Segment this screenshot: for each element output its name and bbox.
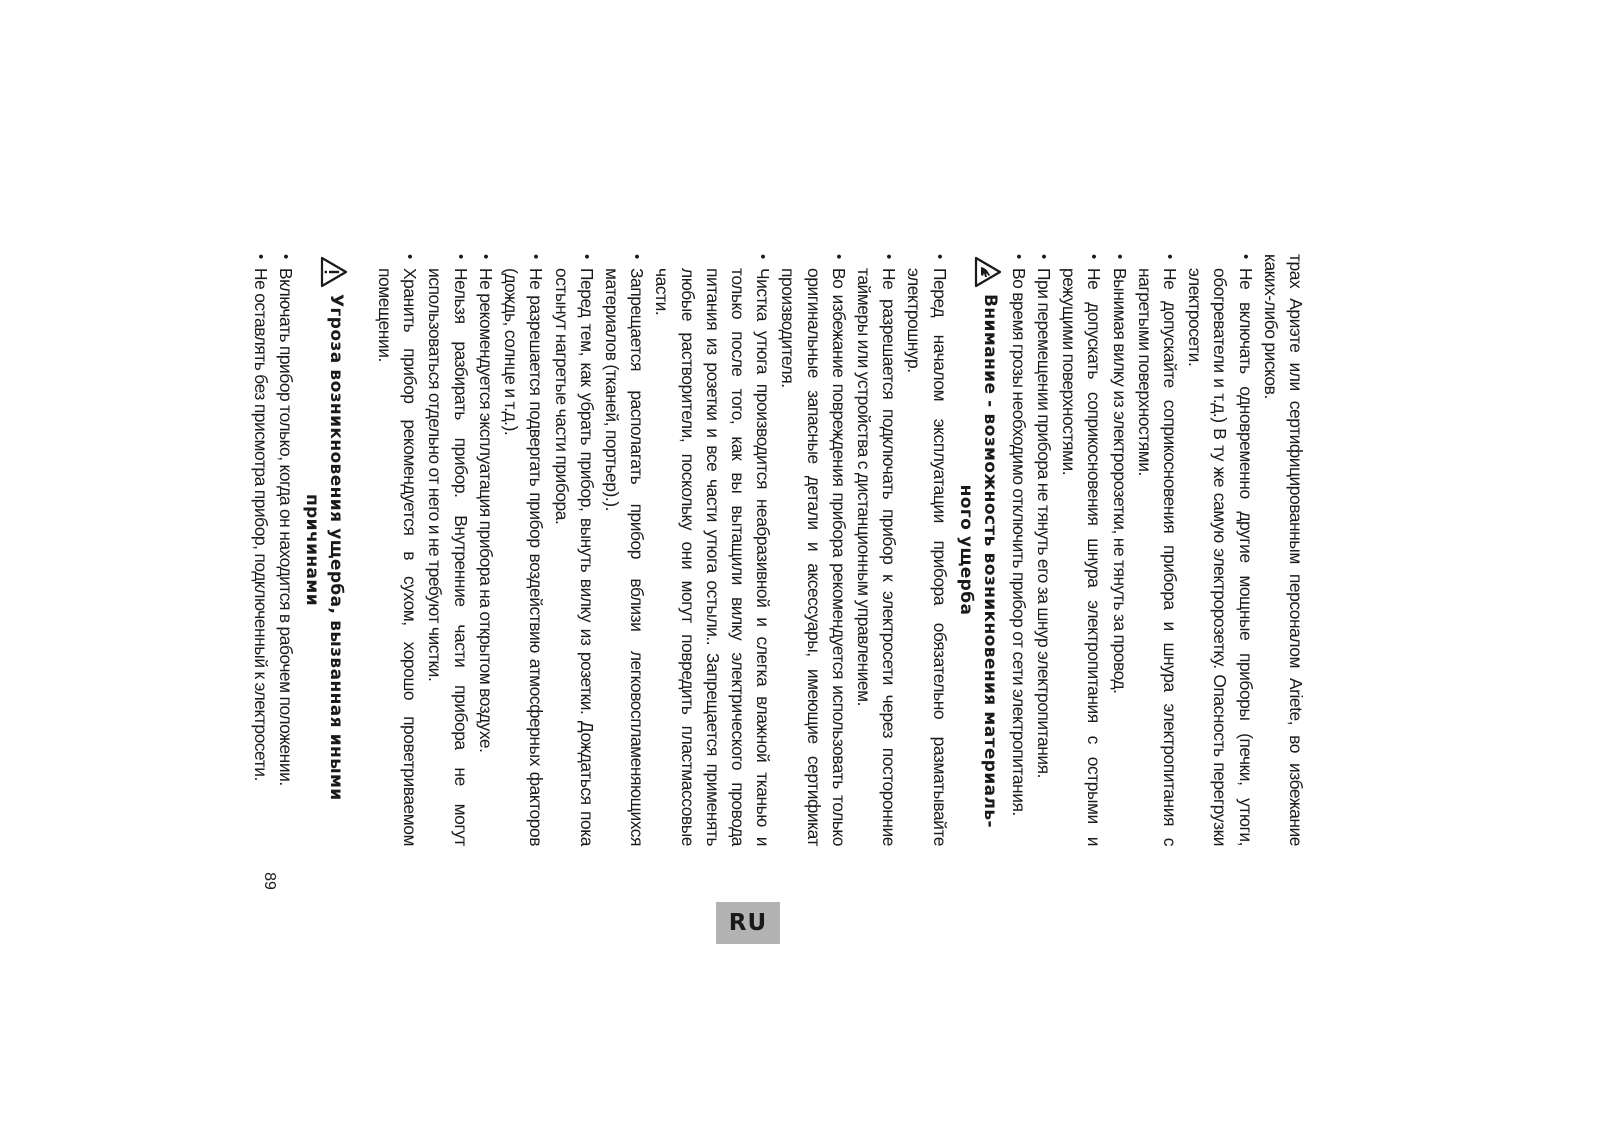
section-spacer: [352, 254, 372, 846]
list-item: • Перед началом эксплуатации прибора обязательно разматывайте электрошнур.: [901, 254, 951, 846]
list-item: • Не рекомендуется эксплуатация прибора на открытом воздухе.: [473, 254, 498, 846]
list-item: • Запрещается располагать прибор вблизи легковоспламеняющихся материалов (тканей, портьер).).: [599, 254, 649, 846]
warning-hand-icon: [974, 256, 1002, 288]
section-heading-other-damage: [300, 254, 348, 846]
heading-line-2: ного ущерба: [955, 484, 976, 616]
list-item: • Во избежание повреждения прибора рекомендуется использовать только оригинальные запасные детали и аксессуары, имеющие сертификат производителя.: [775, 254, 851, 846]
page-number: 89: [261, 872, 278, 890]
language-badge: RU: [716, 902, 780, 944]
page-sheet: [250, 254, 1308, 846]
list-item: • Не разрешается подвергать прибор воздействию атмосферных факторов (дождь, солнце и т.д.).: [498, 254, 548, 846]
list-item: • Не включать одновременно другие мощные приборы (печки, утюги, обогреватели и т.д.) В ту же самую электророзетку. Опасность перегрузки электросети.: [1182, 254, 1258, 846]
heading-line-1: Внимание - возможность возникновения материаль-: [979, 294, 1000, 828]
heading-line-2: причинами: [301, 493, 322, 607]
bullet-list-1: [1006, 254, 1258, 846]
list-item: • Не оставлять без присмотра прибор, подключенный к электросети.: [247, 254, 272, 846]
bullet-list-2: [372, 254, 952, 846]
list-item: • Во время грозы необходимо отключить прибор от сети электропитания.: [1006, 254, 1031, 846]
page-content: [247, 254, 1308, 846]
list-item: • Чистка утюга производится неабразивной и слегка влажной тканью и только после того, как вы вытащили вилку электрического провода питания из розетки и все части утюга остыли.. Запрещается применять любые растворители, поскольку они могут повредить пластмассовые части.: [649, 254, 775, 846]
list-item: • Не разрешается подключать прибор к электросети через посторонние таймеры или устройства с дистанционным управлением.: [851, 254, 901, 846]
rotated-page: [250, 254, 1308, 846]
bullet-list-3: [247, 254, 297, 846]
list-item: • При перемещении прибора не тянуть его за шнур электропитания.: [1031, 254, 1056, 846]
heading-line-1: Угроза возникновения ущерба, вызванная иными: [325, 294, 346, 801]
list-item: • Включать прибор только, когда он находится в рабочем положении.: [273, 254, 298, 846]
intro-continuation: трах Ариэте или сертифицированным персоналом Ariete, во избежание каких-либо рисков.: [1260, 254, 1306, 846]
list-item: • Перед тем, как убрать прибор, вынуть вилку из розетки. Дождаться пока остынут нагретые части прибора.: [548, 254, 598, 846]
list-item: • Нельзя разбирать прибор. Внутренние части прибора не могут использоваться отдельно от него и не требуют чистки.: [422, 254, 472, 846]
list-item: • Хранить прибор рекомендуется в сухом, хорошо проветриваемом помещении.: [372, 254, 422, 846]
list-item: • Не допускать соприкосновения шнура электропитания с острыми и режущими поверхностями.: [1056, 254, 1106, 846]
warning-triangle-icon: [320, 256, 348, 288]
list-item: • Не допускайте соприкосновения прибора и шнура электропитания с нагретыми поверхностями.: [1132, 254, 1182, 846]
list-item: • Вынимая вилку из электророзетки, не тянуть за провод.: [1106, 254, 1131, 846]
section-heading-material-damage: [954, 254, 1002, 846]
